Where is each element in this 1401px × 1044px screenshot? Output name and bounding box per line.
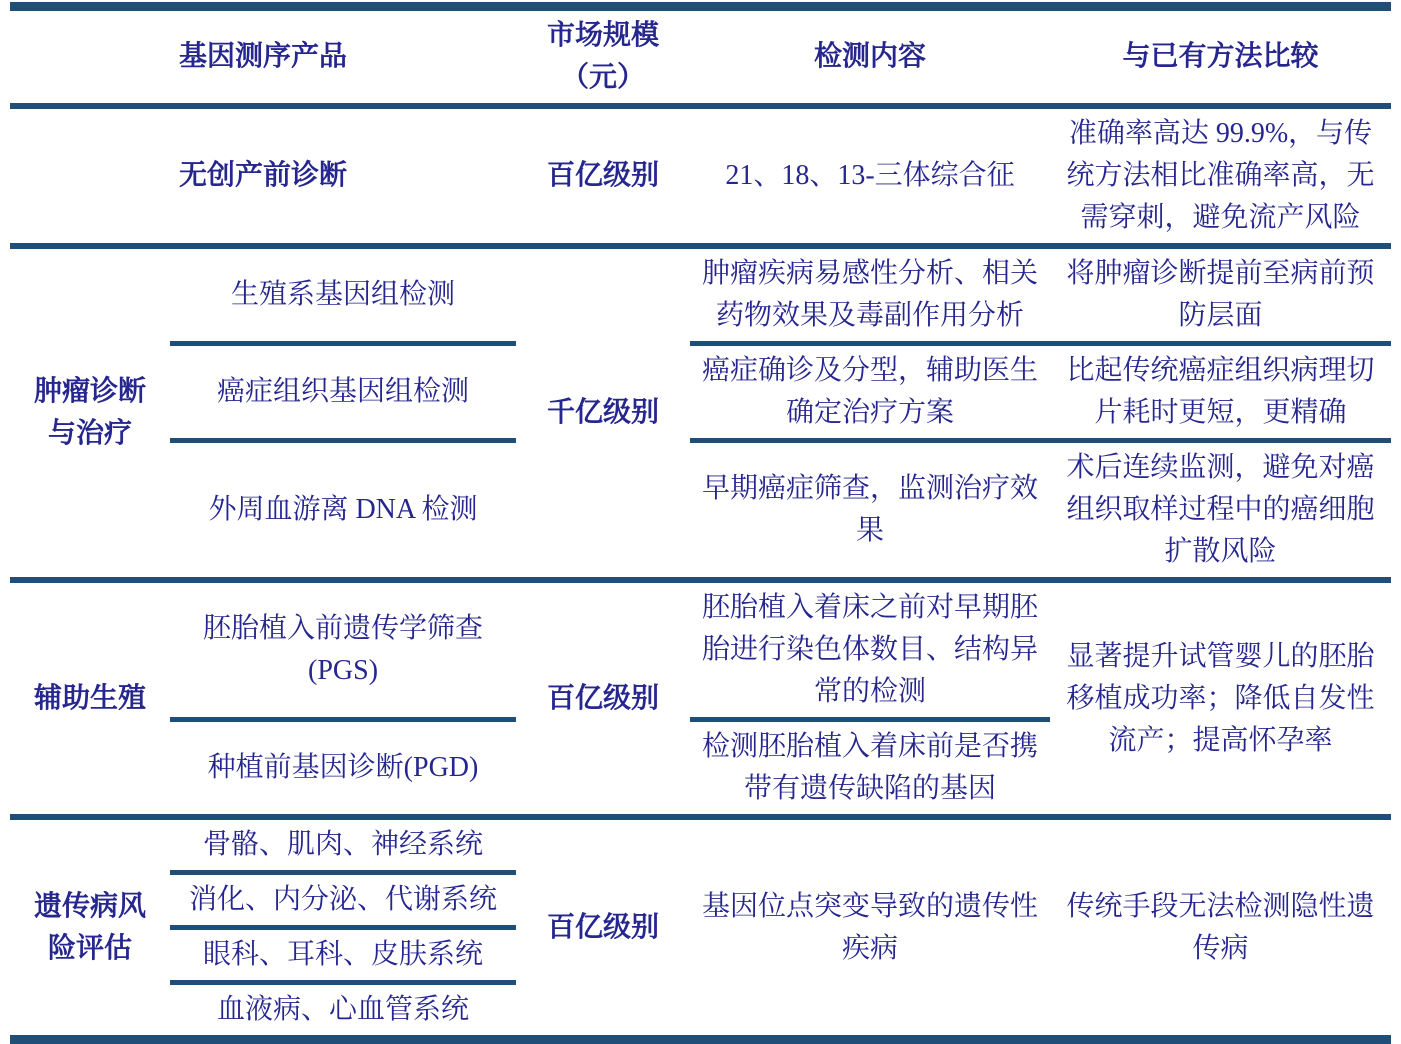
nipt-content: 21、18、13-三体综合征 [725, 160, 1015, 191]
nipt-product: 无创产前诊断 [179, 160, 348, 191]
genetic-content: 基因位点突变导致的遗传性疾病 [702, 890, 1039, 964]
header-compare: 与已有方法比较 [1122, 41, 1319, 72]
art-group-label: 辅助生殖 [33, 682, 146, 714]
nipt-compare: 准确率高达 99.9%，与传统方法相比准确率高，无需穿刺，避免流产风险 [1066, 118, 1375, 233]
art-compare: 显著提升试管婴儿的胚胎移植成功率；降低自发性流产；提高怀孕率 [1066, 640, 1375, 756]
genetic-product-2: 消化、内分泌、代谢系统 [170, 873, 516, 928]
table-row-nipt [10, 106, 1391, 246]
tumor-content-1: 肿瘤疾病易感性分析、相关药物效果及毒副作用分析 [690, 246, 1050, 344]
art-content-1: 胚胎植入着床之前对早期胚胎进行染色体数目、结构异常的检测 [690, 580, 1050, 720]
genetic-product-1: 骨骼、肌肉、神经系统 [170, 817, 516, 873]
art-product-2: 种植前基因诊断(PGD) [207, 752, 479, 783]
tumor-product-3: 外周血游离 DNA 检测 [208, 494, 478, 525]
tumor-product-2: 癌症组织基因组检测 [170, 344, 516, 441]
genetic-group-label: 遗传病风险评估 [33, 890, 146, 964]
table-row-tumor-1 [10, 246, 1391, 344]
nipt-market: 百亿级别 [547, 160, 660, 191]
header-product: 基因测序产品 [179, 41, 348, 72]
tumor-compare-1: 将肿瘤诊断提前至病前预防层面 [1050, 246, 1391, 344]
table-header-row [10, 7, 1391, 107]
genetic-product-3: 眼科、耳科、皮肤系统 [170, 928, 516, 983]
table-row-tumor-3 [10, 441, 1391, 581]
table-row-art-1 [10, 580, 1391, 720]
header-market: 市场规模（元） [547, 20, 660, 93]
genetic-product-4: 血液病、心血管系统 [217, 994, 470, 1025]
tumor-market: 千亿级别 [547, 397, 660, 428]
art-market: 百亿级别 [547, 682, 660, 714]
tumor-product-1: 生殖系基因组检测 [170, 246, 516, 344]
genetic-compare: 传统手段无法检测隐性遗传病 [1066, 890, 1375, 964]
tumor-content-2: 癌症确诊及分型，辅助医生确定治疗方案 [690, 344, 1050, 441]
tumor-content-3: 早期癌症筛查，监测治疗效果 [702, 473, 1039, 546]
table-row-tumor-2 [10, 344, 1391, 441]
art-content-2: 检测胚胎植入着床前是否携带有遗传缺陷的基因 [702, 731, 1039, 804]
genetic-market: 百亿级别 [547, 911, 660, 943]
header-content: 检测内容 [814, 41, 927, 72]
tumor-group-label: 肿瘤诊断与治疗 [33, 376, 146, 449]
tumor-compare-3: 术后连续监测，避免对癌组织取样过程中的癌细胞扩散风险 [1066, 452, 1375, 567]
art-product-1: 胚胎植入前遗传学筛查(PGS) [170, 580, 516, 720]
tumor-compare-2: 比起传统癌症组织病理切片耗时更短，更精确 [1050, 344, 1391, 441]
gene-sequencing-products-table [10, 2, 1391, 1044]
table-row-genetic-1 [10, 817, 1391, 873]
